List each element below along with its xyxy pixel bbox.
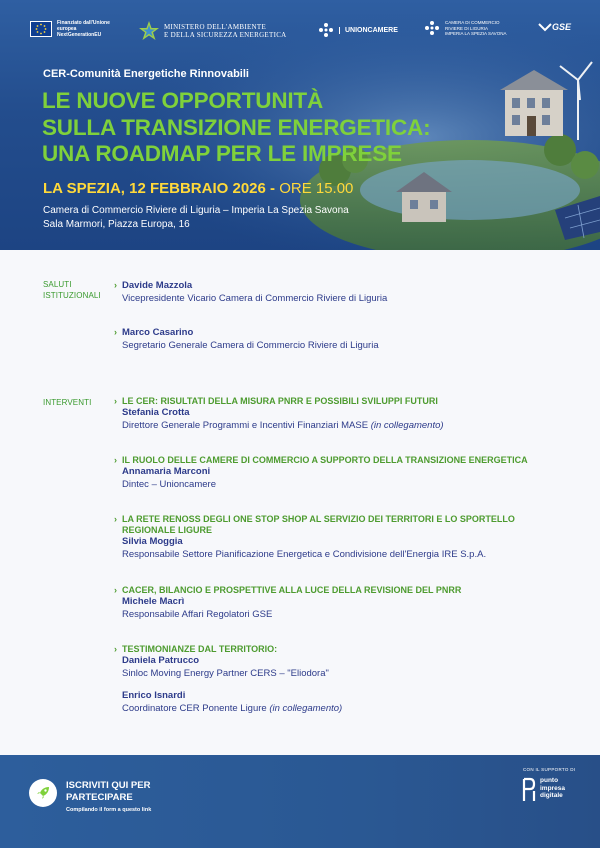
talk-item xyxy=(114,396,584,432)
eu-logo xyxy=(30,20,117,38)
talk-title: LE CER: RISULTATI DELLA MISURA PNRR E POSSIBILI SVILUPPI FUTURI xyxy=(122,396,438,406)
speaker-name: Annamaria Marconi xyxy=(122,466,211,477)
talk-title: LA RETE RENOSS DEGLI ONE STOP SHOP AL SERVIZIO DEI TERRITORI E LO SPORTELLO REGIONALE LIGURE xyxy=(122,514,515,535)
eu-flag-icon xyxy=(30,21,52,37)
event-venue: Camera di Commercio Riviere di Liguria – Imperia La Spezia Savona Sala Marmori, Piazza Europa, 16 xyxy=(43,205,349,230)
speaker-name: Silvia Moggia xyxy=(122,536,183,547)
event-time: ORE 15.00 xyxy=(279,180,354,197)
saluti-speaker xyxy=(114,327,584,352)
rocket-icon[interactable] xyxy=(29,779,57,807)
interventi-label: INTERVENTI xyxy=(43,398,92,407)
saluti-label: SALUTI ISTITUZIONALI xyxy=(43,280,101,300)
talk-item xyxy=(114,690,584,715)
pid-text: punto impresa digitale xyxy=(540,777,565,799)
talk-item xyxy=(114,585,584,621)
pid-mark-icon xyxy=(522,777,536,803)
unioncamere-mark-icon xyxy=(318,22,334,38)
event-kicker: CER-Comunità Energetiche Rinnovabili xyxy=(43,68,249,80)
register-link[interactable]: ISCRIVITI QUI PER PARTECIPARE xyxy=(66,780,151,803)
talk-item xyxy=(114,644,584,680)
speaker-role: Responsabile Settore Pianificazione Energetica e Condivisione dell'Energia IRE S.p.A. xyxy=(122,549,487,560)
punto-impresa-digitale-logo xyxy=(522,777,565,803)
support-label: CON IL SUPPORTO DI xyxy=(523,767,576,772)
talk-item xyxy=(114,514,554,561)
unioncamere-logo: UNIONCAMERE xyxy=(318,22,398,38)
register-subtext[interactable]: Compilando il form a questo link xyxy=(66,807,152,813)
speaker-name: Davide Mazzola xyxy=(122,280,193,291)
gse-logo: GSE xyxy=(538,20,571,34)
talk-item xyxy=(114,455,584,491)
chevron-right-icon: › xyxy=(114,327,117,337)
speaker-name: Marco Casarino xyxy=(122,327,194,338)
speaker-role: Sinloc Moving Energy Partner CERS – "Eliodora" xyxy=(122,668,329,679)
saluti-speaker xyxy=(114,280,584,305)
chevron-right-icon: › xyxy=(114,585,117,595)
chamber-mark-icon xyxy=(424,20,440,36)
speaker-role: Vicepresidente Vicario Camera di Commercio Riviere di Liguria xyxy=(122,293,388,304)
chevron-right-icon: › xyxy=(114,644,117,654)
speaker-role: Coordinatore CER Ponente Ligure (in collegamento) xyxy=(122,703,343,714)
chevron-right-icon: › xyxy=(114,514,117,524)
partner-logos xyxy=(0,20,600,46)
ministry-logo xyxy=(138,20,287,42)
speaker-role: Segretario Generale Camera di Commercio Riviere di Liguria xyxy=(122,340,379,351)
talk-title: IL RUOLO DELLE CAMERE DI COMMERCIO A SUPPORTO DELLA TRANSIZIONE ENERGETICA xyxy=(122,455,528,465)
footer-bar xyxy=(0,755,600,848)
talk-title: TESTIMONIANZE DAL TERRITORIO: xyxy=(122,644,278,654)
header-banner xyxy=(0,0,600,250)
eu-logo-text: Finanziato dall'Unione europea NextGenerationEU xyxy=(57,20,110,38)
speaker-role: Direttore Generale Programmi e Incentivi Finanziari MASE (in collegamento) xyxy=(122,420,444,431)
speaker-role: Dintec – Unioncamere xyxy=(122,479,216,490)
ministry-star-icon xyxy=(138,20,160,42)
event-date: LA SPEZIA, 12 FEBBRAIO 2026 xyxy=(43,180,266,197)
event-date-time: LA SPEZIA, 12 FEBBRAIO 2026 - ORE 15.00 xyxy=(43,180,354,197)
chamber-logo-text: CAMERA DI COMMERCIO RIVIERE DI LIGURIA IMPERIA LA SPEZIA SAVONA xyxy=(445,20,507,36)
ministry-logo-text: MINISTERO DELL'AMBIENTE E DELLA SICUREZZA ENERGETICA xyxy=(164,23,287,39)
speaker-name: Michele Macrì xyxy=(122,596,185,607)
gse-wave-icon xyxy=(538,20,552,34)
talk-title: CACER, BILANCIO E PROSPETTIVE ALLA LUCE DELLA REVISIONE DEL PNRR xyxy=(122,585,462,595)
chevron-right-icon: › xyxy=(114,396,117,406)
program-section xyxy=(0,250,600,755)
speaker-name: Stefania Crotta xyxy=(122,407,190,418)
speaker-name: Enrico Isnardi xyxy=(122,690,186,701)
chevron-right-icon: › xyxy=(114,280,117,290)
speaker-role: Responsabile Affari Regolatori GSE xyxy=(122,609,273,620)
chamber-commerce-logo xyxy=(424,20,535,37)
speaker-name: Daniela Patrucco xyxy=(122,655,200,666)
chevron-right-icon: › xyxy=(114,455,117,465)
event-title: LE NUOVE OPPORTUNITÀ SULLA TRANSIZIONE ENERGETICA: UNA ROADMAP PER LE IMPRESE xyxy=(42,88,431,166)
